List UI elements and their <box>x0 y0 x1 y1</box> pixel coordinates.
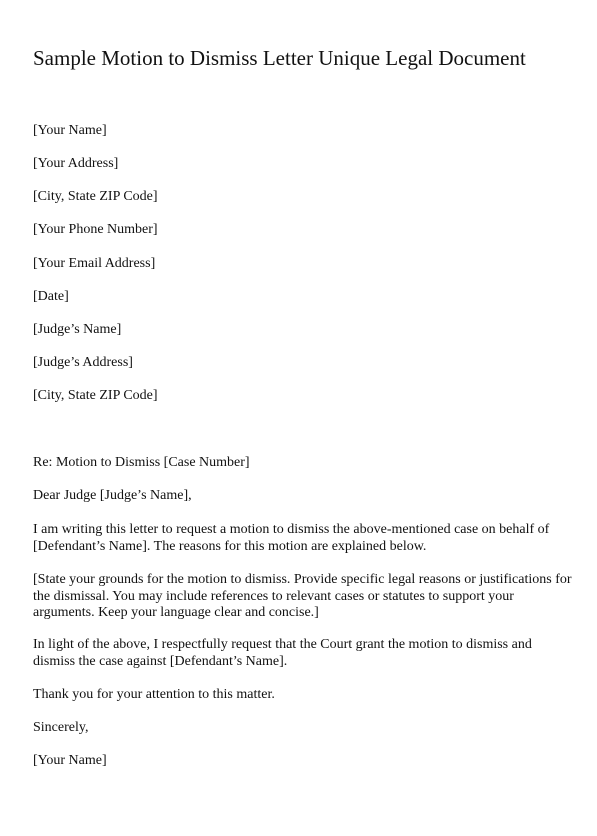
sender-email: [Your Email Address] <box>33 256 156 271</box>
body-paragraph-thanks: Thank you for your attention to this matter. <box>33 687 275 702</box>
closing: Sincerely, <box>33 720 89 735</box>
recipient-name: [Judge’s Name] <box>33 322 122 337</box>
signature-name: [Your Name] <box>33 753 107 768</box>
sender-city-state-zip: [City, State ZIP Code] <box>33 189 158 204</box>
body-paragraph-grounds: [State your grounds for the motion to dismiss. Provide specific legal reasons or justifications for the dismissal. You may include references to relevant cases or statutes to support your arguments. Keep your language clear and concise.] <box>33 572 572 621</box>
body-paragraph-conclusion: In light of the above, I respectfully request that the Court grant the motion to dismiss and dismiss the case against [Defendant’s Name]. <box>33 637 532 669</box>
sender-name: [Your Name] <box>33 123 107 138</box>
subject-line: Re: Motion to Dismiss [Case Number] <box>33 455 250 470</box>
letter-date: [Date] <box>33 289 69 304</box>
salutation: Dear Judge [Judge’s Name], <box>33 488 192 503</box>
sender-address: [Your Address] <box>33 156 119 171</box>
recipient-address: [Judge’s Address] <box>33 355 133 370</box>
body-paragraph-request: I am writing this letter to request a motion to dismiss the above-mentioned case on behalf of [Defendant’s Name]. The reasons for this motion are explained below. <box>33 522 550 554</box>
recipient-city-state-zip: [City, State ZIP Code] <box>33 388 158 403</box>
document-title: Sample Motion to Dismiss Letter Unique Legal Document <box>33 46 526 70</box>
sender-phone: [Your Phone Number] <box>33 222 158 237</box>
